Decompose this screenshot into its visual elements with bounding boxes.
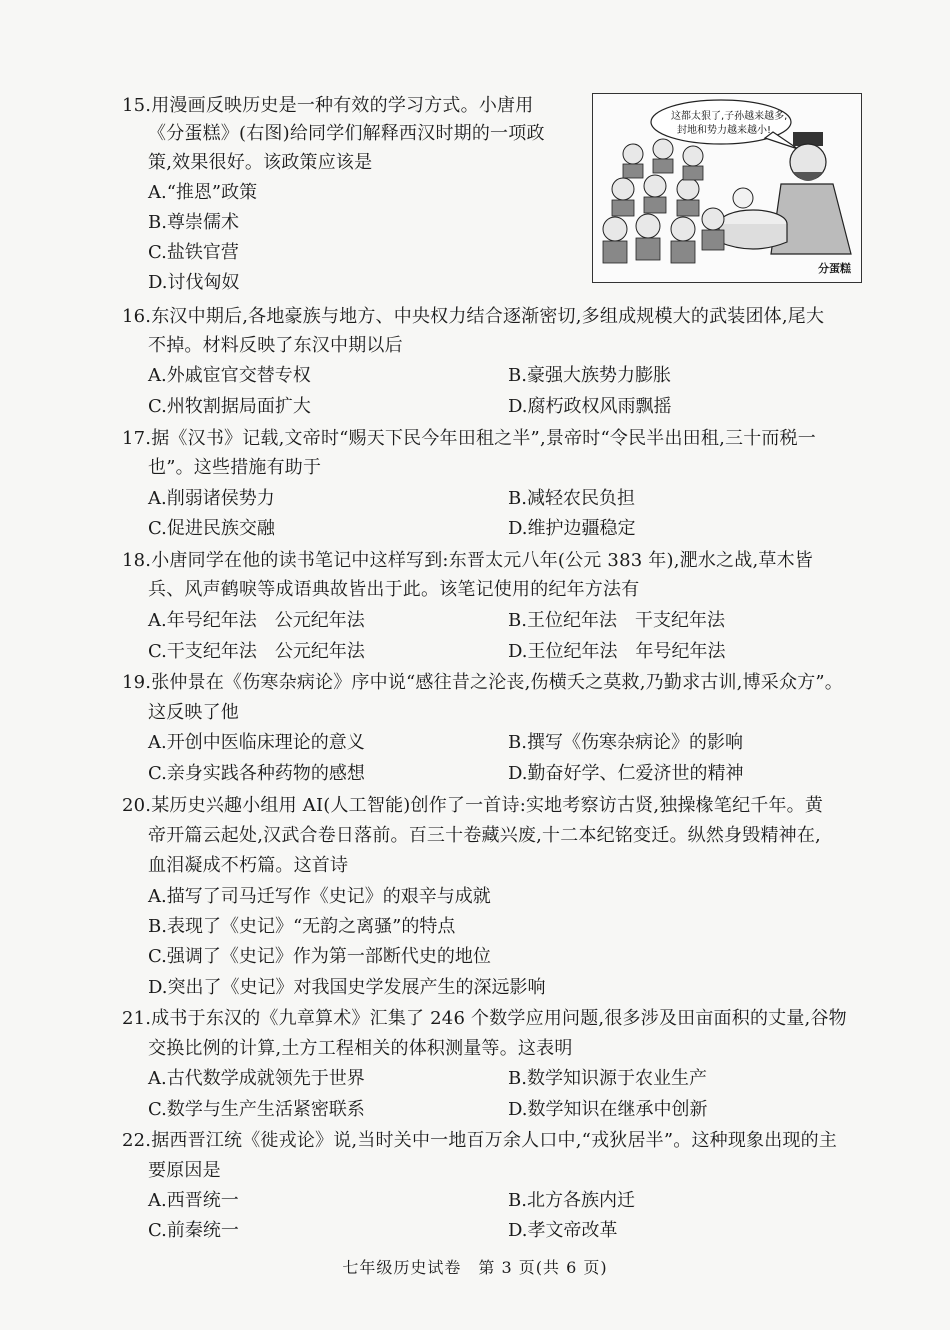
- q20-option-d[interactable]: D.突出了《史记》对我国史学发展产生的深远影响: [148, 977, 546, 998]
- q15-option-c[interactable]: C.盐铁官营: [148, 242, 239, 263]
- q16-stem-line-1: 16.东汉中期后,各地豪族与地方、中央权力结合逐渐密切,多组成规模大的武装团体,尾大: [122, 306, 825, 327]
- q22-option-b[interactable]: B.北方各族内迁: [508, 1190, 635, 1211]
- heir-body: [612, 200, 634, 216]
- q18-option-b[interactable]: B.王位纪年法 干支纪年法: [508, 610, 725, 631]
- heir-body: [683, 166, 703, 180]
- q15-option-d[interactable]: D.讨伐匈奴: [148, 272, 240, 293]
- bubble-line-1: 这都太狠了,子孙越来越多,: [671, 111, 788, 122]
- small-figure-head: [733, 188, 753, 208]
- q15-stem-line-2: 《分蛋糕》(右图)给同学们解释西汉时期的一项政: [148, 123, 545, 144]
- q19-option-b[interactable]: B.撰写《伤寒杂病论》的影响: [508, 732, 743, 753]
- heir-head: [702, 208, 724, 230]
- q17-stem-line-2: 也”。这些措施有助于: [148, 457, 322, 478]
- heir-body: [653, 159, 673, 173]
- q22-stem-line-1: 22.据西晋江统《徙戎论》说,当时关中一地百万余人口中,“戎狄居半”。这种现象出现的主: [122, 1130, 838, 1151]
- heir-head: [677, 178, 699, 200]
- heir-body: [603, 241, 627, 263]
- heir-body: [644, 197, 666, 213]
- q21-option-b[interactable]: B.数学知识源于农业生产: [508, 1068, 707, 1089]
- heir-head: [683, 146, 703, 166]
- q18-option-d[interactable]: D.王位纪年法 年号纪年法: [508, 641, 726, 662]
- q17-option-b[interactable]: B.减轻农民负担: [508, 488, 635, 509]
- q20-stem-line-2: 帝开篇云起处,汉武合卷日落前。百三十卷藏兴废,十二本纪铭变迁。纵然身毁精神在,: [148, 825, 821, 846]
- cake-cartoon: [592, 93, 862, 283]
- heir-body: [636, 238, 660, 260]
- heir-head: [603, 217, 627, 241]
- q21-stem-line-1: 21.成书于东汉的《九章算术》汇集了 246 个数学应用问题,很多涉及田亩面积的丈量,谷物: [122, 1008, 847, 1029]
- heir-body: [671, 241, 695, 263]
- q20-option-a[interactable]: A.描写了司马迁写作《史记》的艰辛与成就: [148, 886, 491, 907]
- q21-option-a[interactable]: A.古代数学成就领先于世界: [148, 1068, 365, 1089]
- cake-side: [719, 224, 787, 249]
- q19-stem-line-1: 19.张仲景在《伤寒杂病论》序中说“感往昔之沦丧,伤横夭之莫救,乃勤求古训,博采众方”。: [122, 672, 843, 693]
- q16-stem-line-2: 不掉。材料反映了东汉中期以后: [148, 335, 403, 356]
- q17-stem-line-1: 17.据《汉书》记载,文帝时“赐天下民今年田租之半”,景帝时“令民半出田租,三十而税一: [122, 428, 816, 449]
- emperor-beard: [793, 172, 823, 181]
- q20-stem-line-1: 20.某历史兴趣小组用 AI(人工智能)创作了一首诗:实地考察访古贤,独操椽笔纪千年。黄: [122, 795, 824, 816]
- q17-option-d[interactable]: D.维护边疆稳定: [508, 518, 636, 539]
- cartoon-caption: 分蛋糕: [818, 262, 851, 275]
- page-footer: 七年级历史试卷 第 3 页(共 6 页): [342, 1258, 608, 1277]
- q20-option-b[interactable]: B.表现了《史记》“无韵之离骚”的特点: [148, 916, 456, 937]
- q16-option-d[interactable]: D.腐朽政权风雨飘摇: [508, 396, 672, 417]
- q18-stem-line-1: 18.小唐同学在他的读书笔记中这样写到:东晋太元八年(公元 383 年),淝水之战,草木皆: [122, 550, 813, 571]
- q19-option-a[interactable]: A.开创中医临床理论的意义: [148, 732, 365, 753]
- q16-option-b[interactable]: B.豪强大族势力膨胀: [508, 365, 671, 386]
- bubble-line-2: 封地和势力越来越小!: [677, 125, 772, 136]
- q15-option-b[interactable]: B.尊崇儒术: [148, 212, 239, 233]
- q16-option-a[interactable]: A.外戚宦官交替专权: [148, 365, 311, 386]
- q18-stem-line-2: 兵、风声鹤唳等成语典故皆出于此。该笔记使用的纪年方法有: [148, 579, 640, 600]
- q22-option-c[interactable]: C.前秦统一: [148, 1220, 239, 1241]
- cake-drawing: [719, 188, 787, 249]
- q20-option-c[interactable]: C.强调了《史记》作为第一部断代史的地位: [148, 946, 491, 967]
- q22-option-a[interactable]: A.西晋统一: [148, 1190, 239, 1211]
- q15-option-a[interactable]: A.“推恩”政策: [148, 182, 258, 203]
- q19-stem-line-2: 这反映了他: [148, 702, 239, 723]
- q18-option-c[interactable]: C.干支纪年法 公元纪年法: [148, 641, 365, 662]
- crowd-of-heirs: [603, 139, 724, 241]
- heir-body: [623, 164, 643, 178]
- q19-option-c[interactable]: C.亲身实践各种药物的感想: [148, 763, 365, 784]
- q22-stem-line-2: 要原因是: [148, 1160, 221, 1181]
- heir-head: [671, 217, 695, 241]
- q17-option-a[interactable]: A.削弱诸侯势力: [148, 488, 275, 509]
- q21-option-d[interactable]: D.数学知识在继承中创新: [508, 1099, 708, 1120]
- q22-option-d[interactable]: D.孝文帝改革: [508, 1220, 618, 1241]
- q21-option-c[interactable]: C.数学与生产生活紧密联系: [148, 1099, 365, 1120]
- cartoon-illustration: [593, 94, 860, 281]
- q15-stem-line-3: 策,效果很好。该政策应该是: [148, 152, 373, 173]
- q16-option-c[interactable]: C.州牧割据局面扩大: [148, 396, 311, 417]
- q20-stem-line-3: 血泪凝成不朽篇。这首诗: [148, 855, 349, 876]
- heir-head: [612, 178, 634, 200]
- q19-option-d[interactable]: D.勤奋好学、仁爱济世的精神: [508, 763, 744, 784]
- q18-option-a[interactable]: A.年号纪年法 公元纪年法: [148, 610, 365, 631]
- heir-head: [644, 175, 666, 197]
- heir-head: [653, 139, 673, 159]
- q15-stem-line-1: 15.用漫画反映历史是一种有效的学习方式。小唐用: [122, 95, 534, 116]
- heir-body: [702, 230, 724, 250]
- q21-stem-line-2: 交换比例的计算,土方工程相关的体积测量等。这表明: [148, 1038, 573, 1059]
- heir-body: [677, 200, 699, 216]
- heir-head: [636, 214, 660, 238]
- q17-option-c[interactable]: C.促进民族交融: [148, 518, 275, 539]
- heir-head: [623, 144, 643, 164]
